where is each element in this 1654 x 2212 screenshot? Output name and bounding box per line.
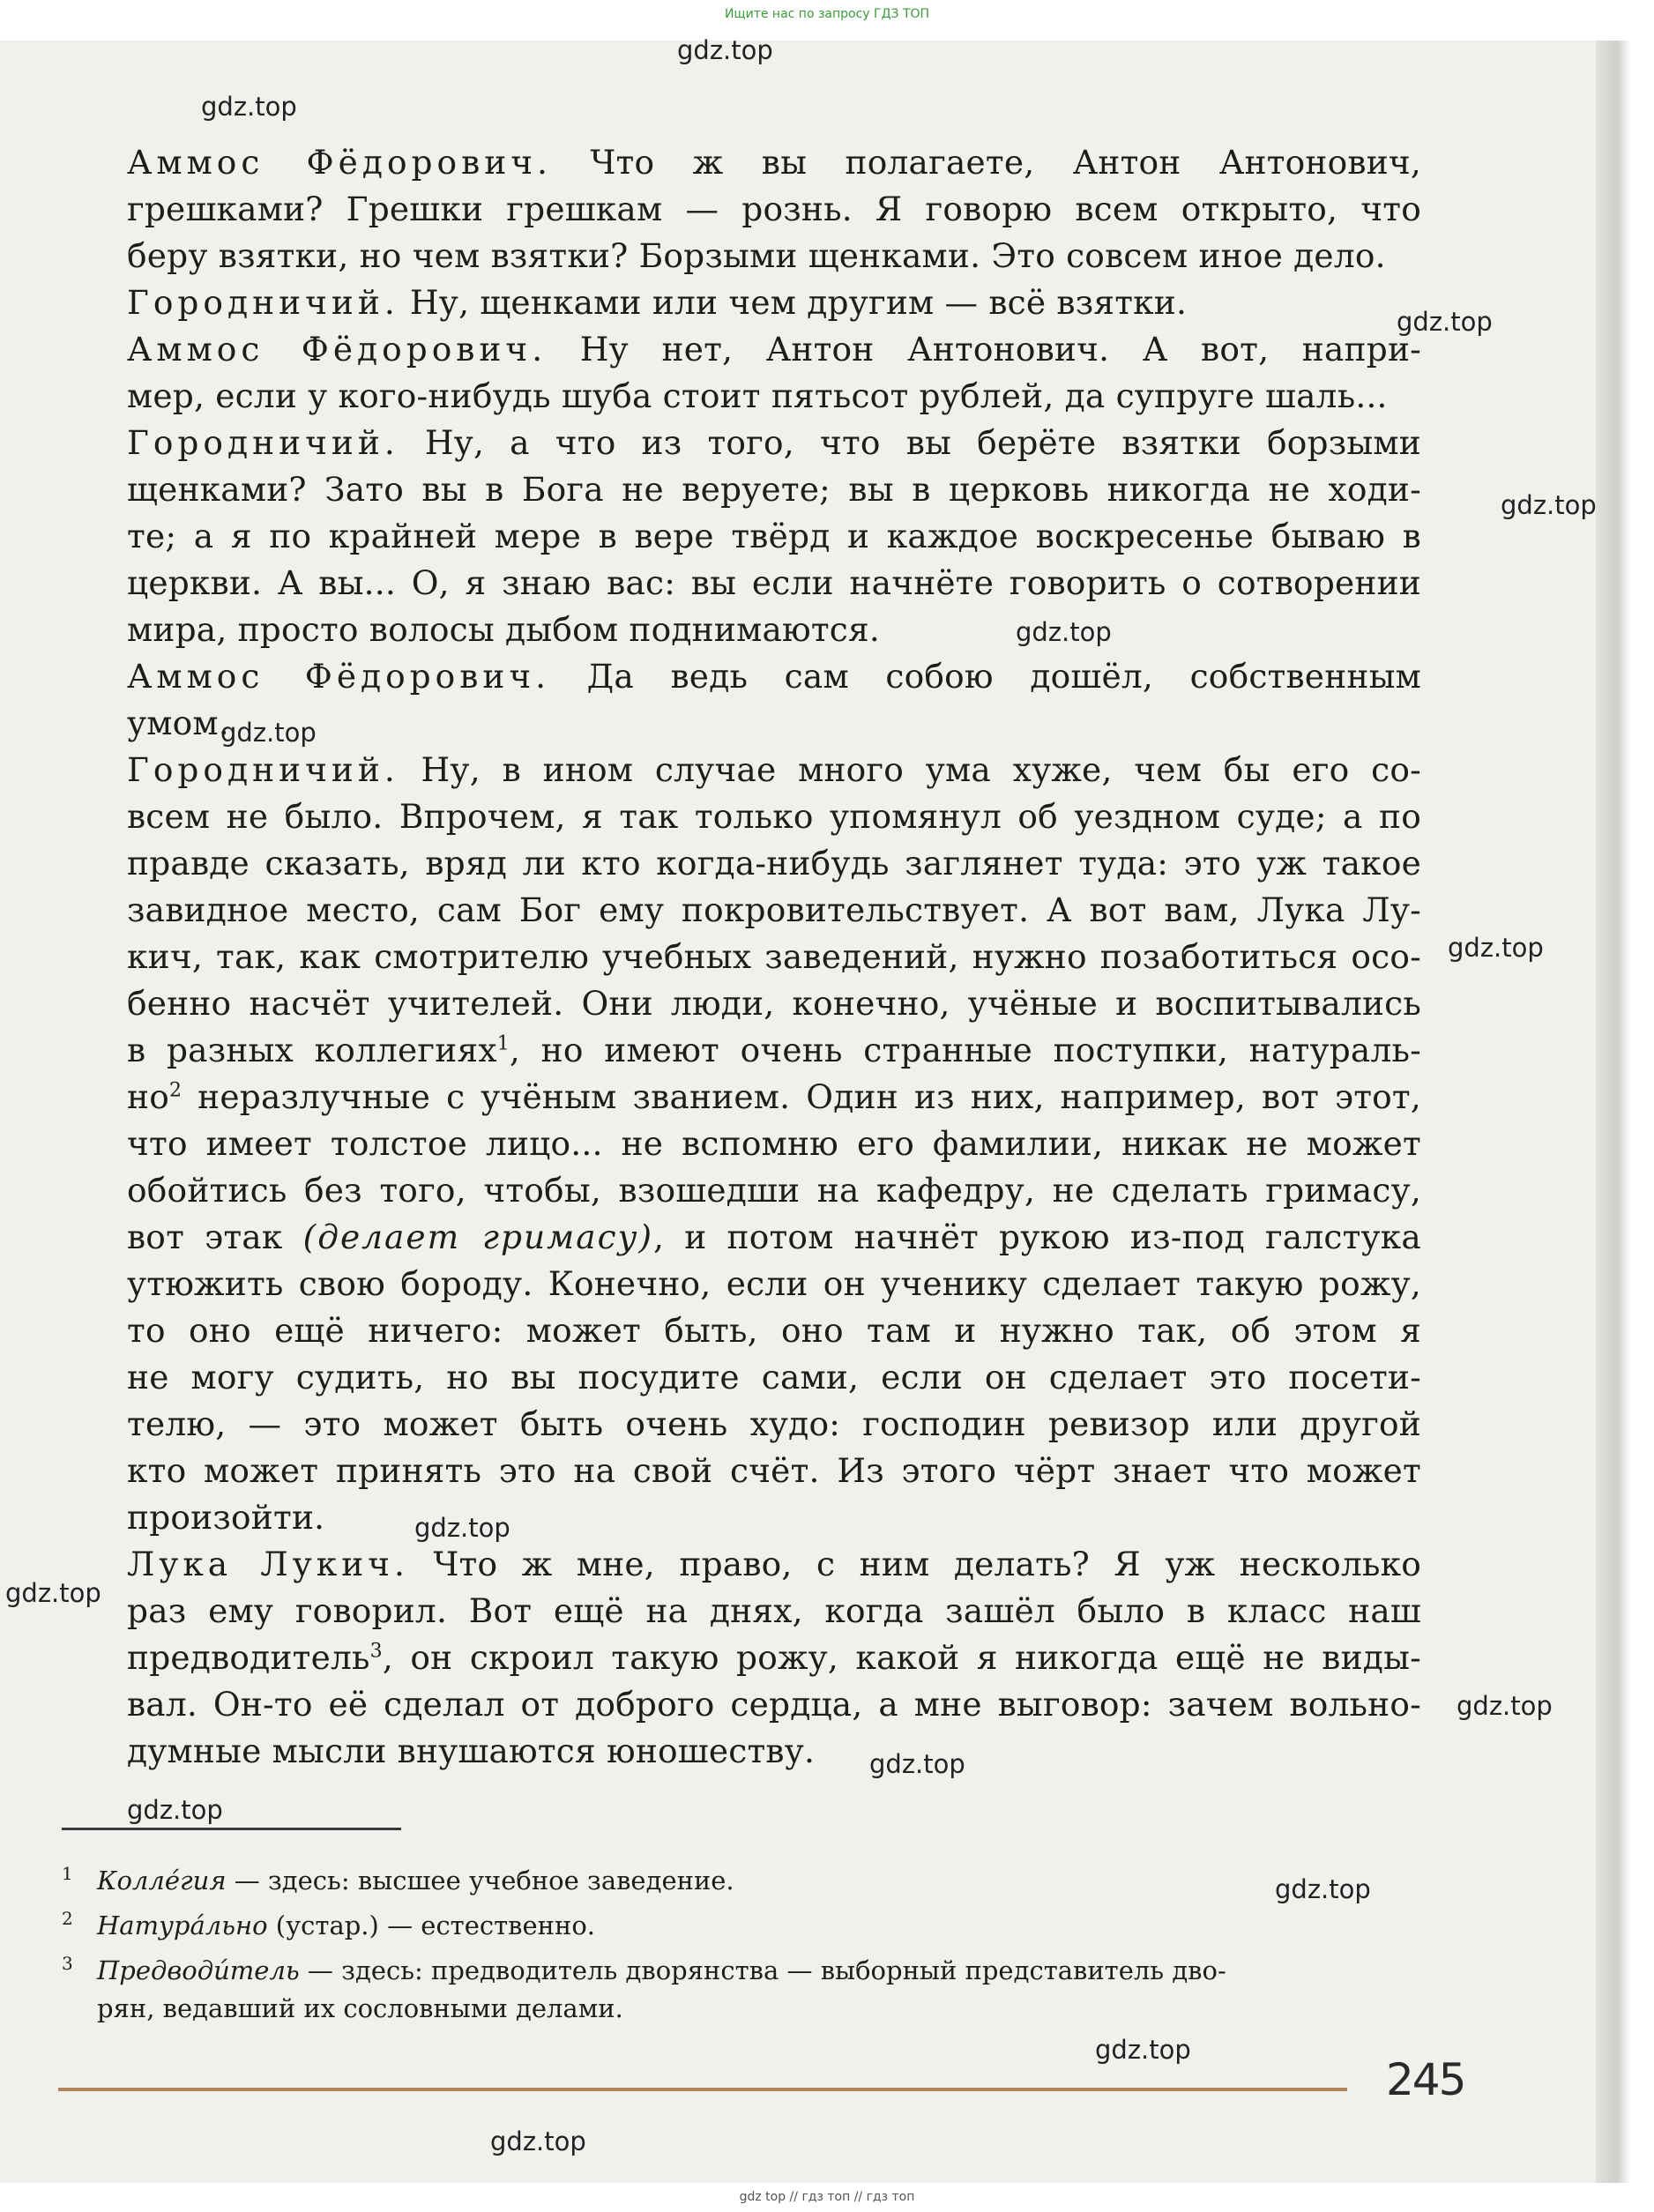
- footnote: [62, 1952, 1437, 2028]
- footnote-line: Натурáльно (устар.) — естественно.: [97, 1910, 595, 1940]
- speaker-name: Лука Лукич.: [127, 1545, 409, 1583]
- text-line: всем не было. Впрочем, я так только упомянул об уездном суде; а по: [127, 797, 1421, 836]
- footnote-term: Предводи́тель: [97, 1955, 300, 1985]
- watermark: gdz.top: [127, 1795, 223, 1825]
- footnote-number: 1: [62, 1863, 73, 1884]
- text-line: вот этак (делает гримасу), и потом начнёт рукою из-под галстука: [127, 1218, 1421, 1256]
- watermark: gdz.top: [1397, 307, 1493, 337]
- text-line: Аммос Фёдорович. Да ведь сам собою дошёл, собственным: [127, 657, 1421, 696]
- play-text: [99, 139, 1421, 1775]
- text-line: щенками? Зато вы в Бога не веруете; вы в церковь никогда не ходи-: [127, 470, 1421, 509]
- text-line: завидное место, сам Бог ему покровительствует. А вот вам, Лука Лу-: [127, 890, 1421, 929]
- footnote-separator: [62, 1828, 401, 1830]
- text-line: не могу судить, но вы посудите сами, если он сделает это посети-: [127, 1358, 1421, 1396]
- text-line: то оно ещё ничего: может быть, оно там и нужно так, об этом я: [127, 1311, 1421, 1350]
- watermark: gdz.top: [1448, 933, 1544, 963]
- text-line: кто может принять это на свой счёт. Из этого чёрт знает что может: [127, 1451, 1421, 1490]
- text-line: обойтись без того, чтобы, взошедши на кафедру, не сделать гримасу,: [127, 1171, 1421, 1210]
- dialogue-paragraph: [99, 139, 1421, 279]
- speaker-name: Аммос Фёдорович.: [127, 657, 551, 696]
- text-line: Аммос Фёдорович. Что ж вы полагаете, Антон Антонович,: [127, 143, 1422, 182]
- text-line: бенно насчёт учителей. Они люди, конечно, учёные и воспитывались: [127, 984, 1421, 1023]
- text-line: те; а я по крайней мере в вере твёрд и каждое воскресенье бываю в: [127, 517, 1421, 555]
- watermark: gdz.top: [677, 35, 773, 65]
- watermark: gdz.top: [220, 718, 317, 748]
- speaker-name: Городничий.: [127, 750, 399, 789]
- footnote-ref: 1: [496, 1032, 510, 1055]
- dialogue-paragraph: [99, 326, 1421, 420]
- text-line: Аммос Фёдорович. Ну нет, Антон Антонович. А вот, напри-: [127, 330, 1422, 369]
- watermark: gdz.top: [1275, 1874, 1371, 1904]
- text-line: грешками? Грешки грешкам — рознь. Я говорю всем открыто, что: [127, 190, 1421, 228]
- text-line: Городничий. Ну, в ином случае много ума хуже, чем бы его со-: [127, 750, 1421, 789]
- footnote-line: рян, ведавший их сословными делами.: [97, 1993, 623, 2023]
- page-number: 245: [1386, 2054, 1465, 2105]
- text-line: беру взятки, но чем взятки? Борзыми щенками. Это совсем иное дело.: [127, 236, 1386, 275]
- text-line: Лука Лукич. Что ж мне, право, с ним делать? Я уж несколько: [127, 1545, 1422, 1583]
- footnote-line: Предводи́тель — здесь: предводитель дворянства — выборный представитель дво-: [97, 1955, 1226, 1985]
- dialogue-paragraph: [99, 279, 1421, 326]
- text-line: кич, так, как смотрителю учебных заведений, нужно позаботиться осо-: [127, 937, 1421, 976]
- watermark: gdz.top: [1095, 2035, 1191, 2065]
- text-line: церкви. А вы... О, я знаю вас: вы если начнёте говорить о сотворении: [127, 563, 1421, 602]
- stage-direction: (делает гримасу): [302, 1218, 653, 1256]
- text-line: мира, просто волосы дыбом поднимаются.: [127, 610, 880, 649]
- watermark: gdz.top: [414, 1513, 510, 1543]
- text-line: предводитель$^3$, он скроил такую рожу, какой я никогда ещё не виды-: [127, 1638, 1421, 1677]
- footnote-number: 3: [62, 1953, 73, 1974]
- text-line: вал. Он-то её сделал от доброго сердца, а мне выговор: зачем вольно-: [127, 1685, 1421, 1724]
- page-edge-shadow: [1596, 41, 1631, 2183]
- dialogue-paragraph: [99, 1541, 1421, 1775]
- footnote: [62, 1862, 1437, 1900]
- watermark: gdz.top: [1016, 617, 1112, 647]
- footnote-number: 2: [62, 1908, 73, 1929]
- footnote-term: Натурáльно: [97, 1910, 268, 1940]
- text-line: Городничий. Ну, а что из того, что вы берёте взятки борзыми: [127, 423, 1421, 462]
- bottom-banner: gdz top // гдз топ // гдз топ: [739, 2190, 915, 2204]
- text-line: $но^2$ неразлучные с учёным званием. Один из них, например, вот этот,: [127, 1077, 1421, 1116]
- footnote-ref: 2: [168, 1079, 183, 1102]
- text-line: умом.: [127, 704, 229, 742]
- footnote: [62, 1907, 1437, 1945]
- watermark: gdz.top: [869, 1749, 965, 1779]
- footnote-line: Коллéгия — здесь: высшее учебное заведение.: [97, 1866, 734, 1895]
- text-line: раз ему говорил. Вот ещё на днях, когда зашёл было в класс наш: [127, 1591, 1421, 1630]
- watermark: gdz.top: [1501, 490, 1597, 520]
- text-line: правде сказать, вряд ли кто когда-нибудь заглянет туда: это уж такое: [127, 844, 1421, 883]
- text-line: в разных коллегиях$^1$, но имеют очень странные поступки, натураль-: [127, 1031, 1422, 1069]
- speaker-name: Городничий.: [127, 423, 399, 462]
- footnote-term: Коллéгия: [97, 1866, 227, 1895]
- speaker-name: Аммос Фёдорович.: [127, 143, 552, 182]
- footnote-ref: 3: [369, 1640, 383, 1663]
- text-line: что имеет толстое лицо... не вспомню его фамилии, никак не может: [127, 1124, 1421, 1163]
- text-line: думные мысли внушаются юношеству.: [127, 1732, 816, 1770]
- top-banner: Ищите нас по запросу ГДЗ ТОП: [724, 7, 930, 21]
- text-line: телю, — это может быть очень худо: господин ревизор или другой: [127, 1404, 1421, 1443]
- footnotes: [62, 1862, 1437, 2035]
- text-line: мер, если у кого-нибудь шуба стоит пятьсот рублей, да супруге шаль...: [127, 376, 1388, 415]
- watermark: gdz.top: [1457, 1691, 1553, 1721]
- watermark: gdz.top: [5, 1578, 101, 1608]
- watermark: gdz.top: [490, 2126, 586, 2156]
- page-bottom-rule: [58, 2088, 1347, 2091]
- text-line: Городничий. Ну, щенками или чем другим — всё взятки.: [127, 283, 1188, 322]
- watermark: gdz.top: [201, 92, 297, 122]
- speaker-name: Аммос Фёдорович.: [127, 330, 548, 369]
- dialogue-paragraph: [99, 420, 1421, 653]
- text-line: произойти.: [127, 1498, 325, 1537]
- text-line: утюжить свою бороду. Конечно, если он ученику сделает такую рожу,: [127, 1264, 1421, 1303]
- dialogue-paragraph: [99, 747, 1421, 1541]
- speaker-name: Городничий.: [127, 283, 399, 322]
